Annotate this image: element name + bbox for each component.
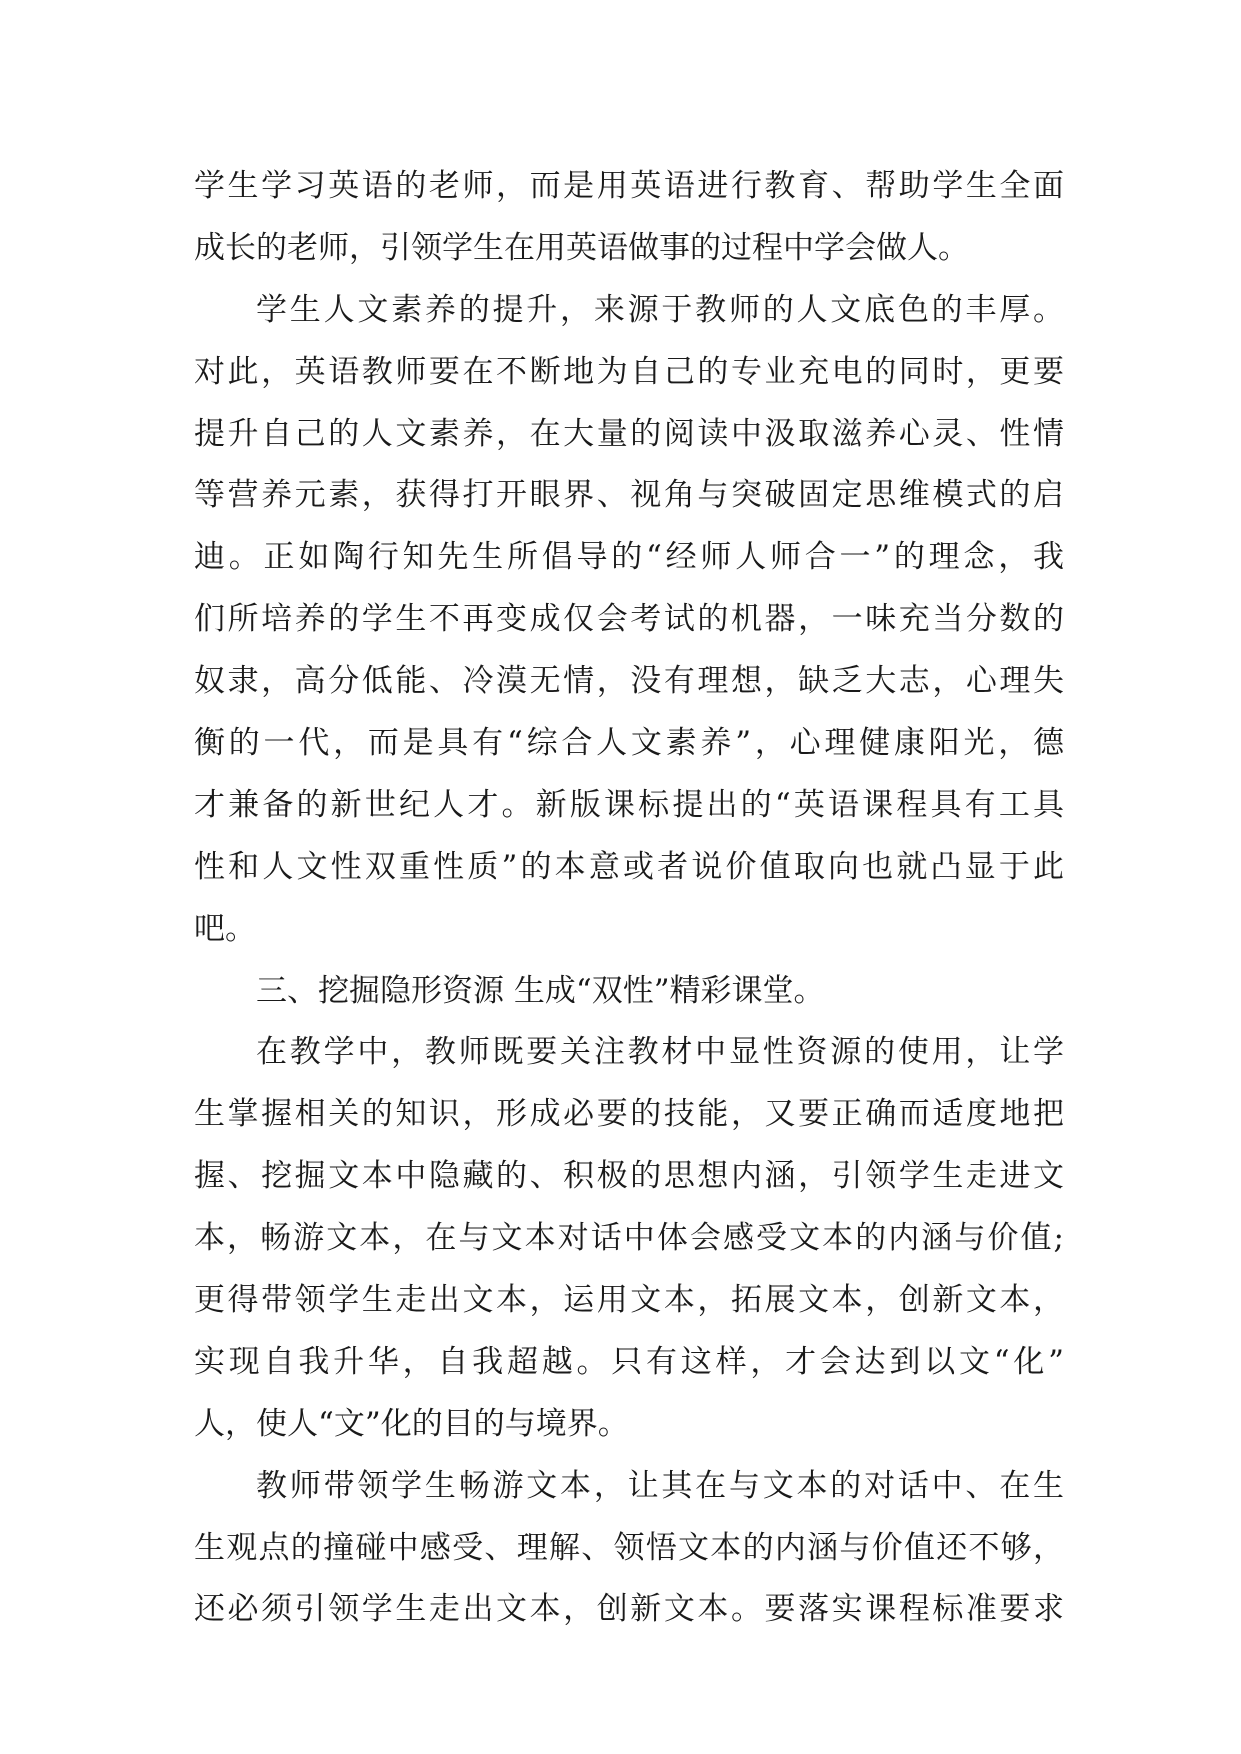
- text-line: 吧。: [194, 910, 256, 947]
- text-line: 成长的老师，引领学生在用英语做事的过程中学会做人。: [194, 229, 969, 266]
- text-line: 衡的一代，而是具有“综合人文素养”，心理健康阳光，德: [194, 725, 1064, 762]
- text-line: 们所培养的学生不再变成仅会考试的机器，一味充当分数的: [194, 601, 1064, 638]
- text-line: 才兼备的新世纪人才。新版课标提出的“英语课程具有工具: [194, 786, 1064, 823]
- text-line: 生观点的撞碰中感受、理解、领悟文本的内涵与价值还不够，: [194, 1529, 1064, 1566]
- text-line: 生掌握相关的知识，形成必要的技能，又要正确而适度地把: [194, 1096, 1064, 1133]
- section-heading: 三、挖掘隐形资源 生成“双性”精彩课堂。: [256, 972, 825, 1009]
- text-line: 人，使人“文”化的目的与境界。: [194, 1405, 629, 1442]
- text-line: 更得带领学生走出文本，运用文本，拓展文本，创新文本，: [194, 1282, 1064, 1319]
- text-line: 对此，英语教师要在不断地为自己的专业充电的同时，更要: [194, 353, 1064, 390]
- text-line: 迪。正如陶行知先生所倡导的“经师人师合一”的理念，我: [194, 539, 1064, 576]
- text-line: 教师带领学生畅游文本，让其在与文本的对话中、在生: [256, 1467, 1064, 1504]
- text-line: 握、挖掘文本中隐藏的、积极的思想内涵，引领学生走进文: [194, 1158, 1064, 1195]
- text-line: 实现自我升华，自我超越。只有这样，才会达到以文“化”: [194, 1343, 1064, 1380]
- body-text: [194, 156, 1064, 1641]
- text-line: 还必须引领学生走出文本，创新文本。要落实课程标准要求: [194, 1591, 1064, 1628]
- text-line: 奴隶，高分低能、冷漠无情，没有理想，缺乏大志，心理失: [194, 663, 1064, 700]
- text-line: 提升自己的人文素养，在大量的阅读中汲取滋养心灵、性情: [194, 415, 1064, 452]
- text-line: 学生学习英语的老师，而是用英语进行教育、帮助学生全面: [194, 168, 1064, 204]
- text-line: 学生人文素养的提升，来源于教师的人文底色的丰厚。: [256, 291, 1064, 328]
- text-line: 等营养元素，获得打开眼界、视角与突破固定思维模式的启: [194, 477, 1064, 514]
- text-line: 性和人文性双重性质”的本意或者说价值取向也就凸显于此: [194, 848, 1064, 885]
- text-line: 本，畅游文本，在与文本对话中体会感受文本的内涵与价值;: [194, 1220, 1064, 1257]
- text-line: 在教学中，教师既要关注教材中显性资源的使用，让学: [256, 1034, 1064, 1071]
